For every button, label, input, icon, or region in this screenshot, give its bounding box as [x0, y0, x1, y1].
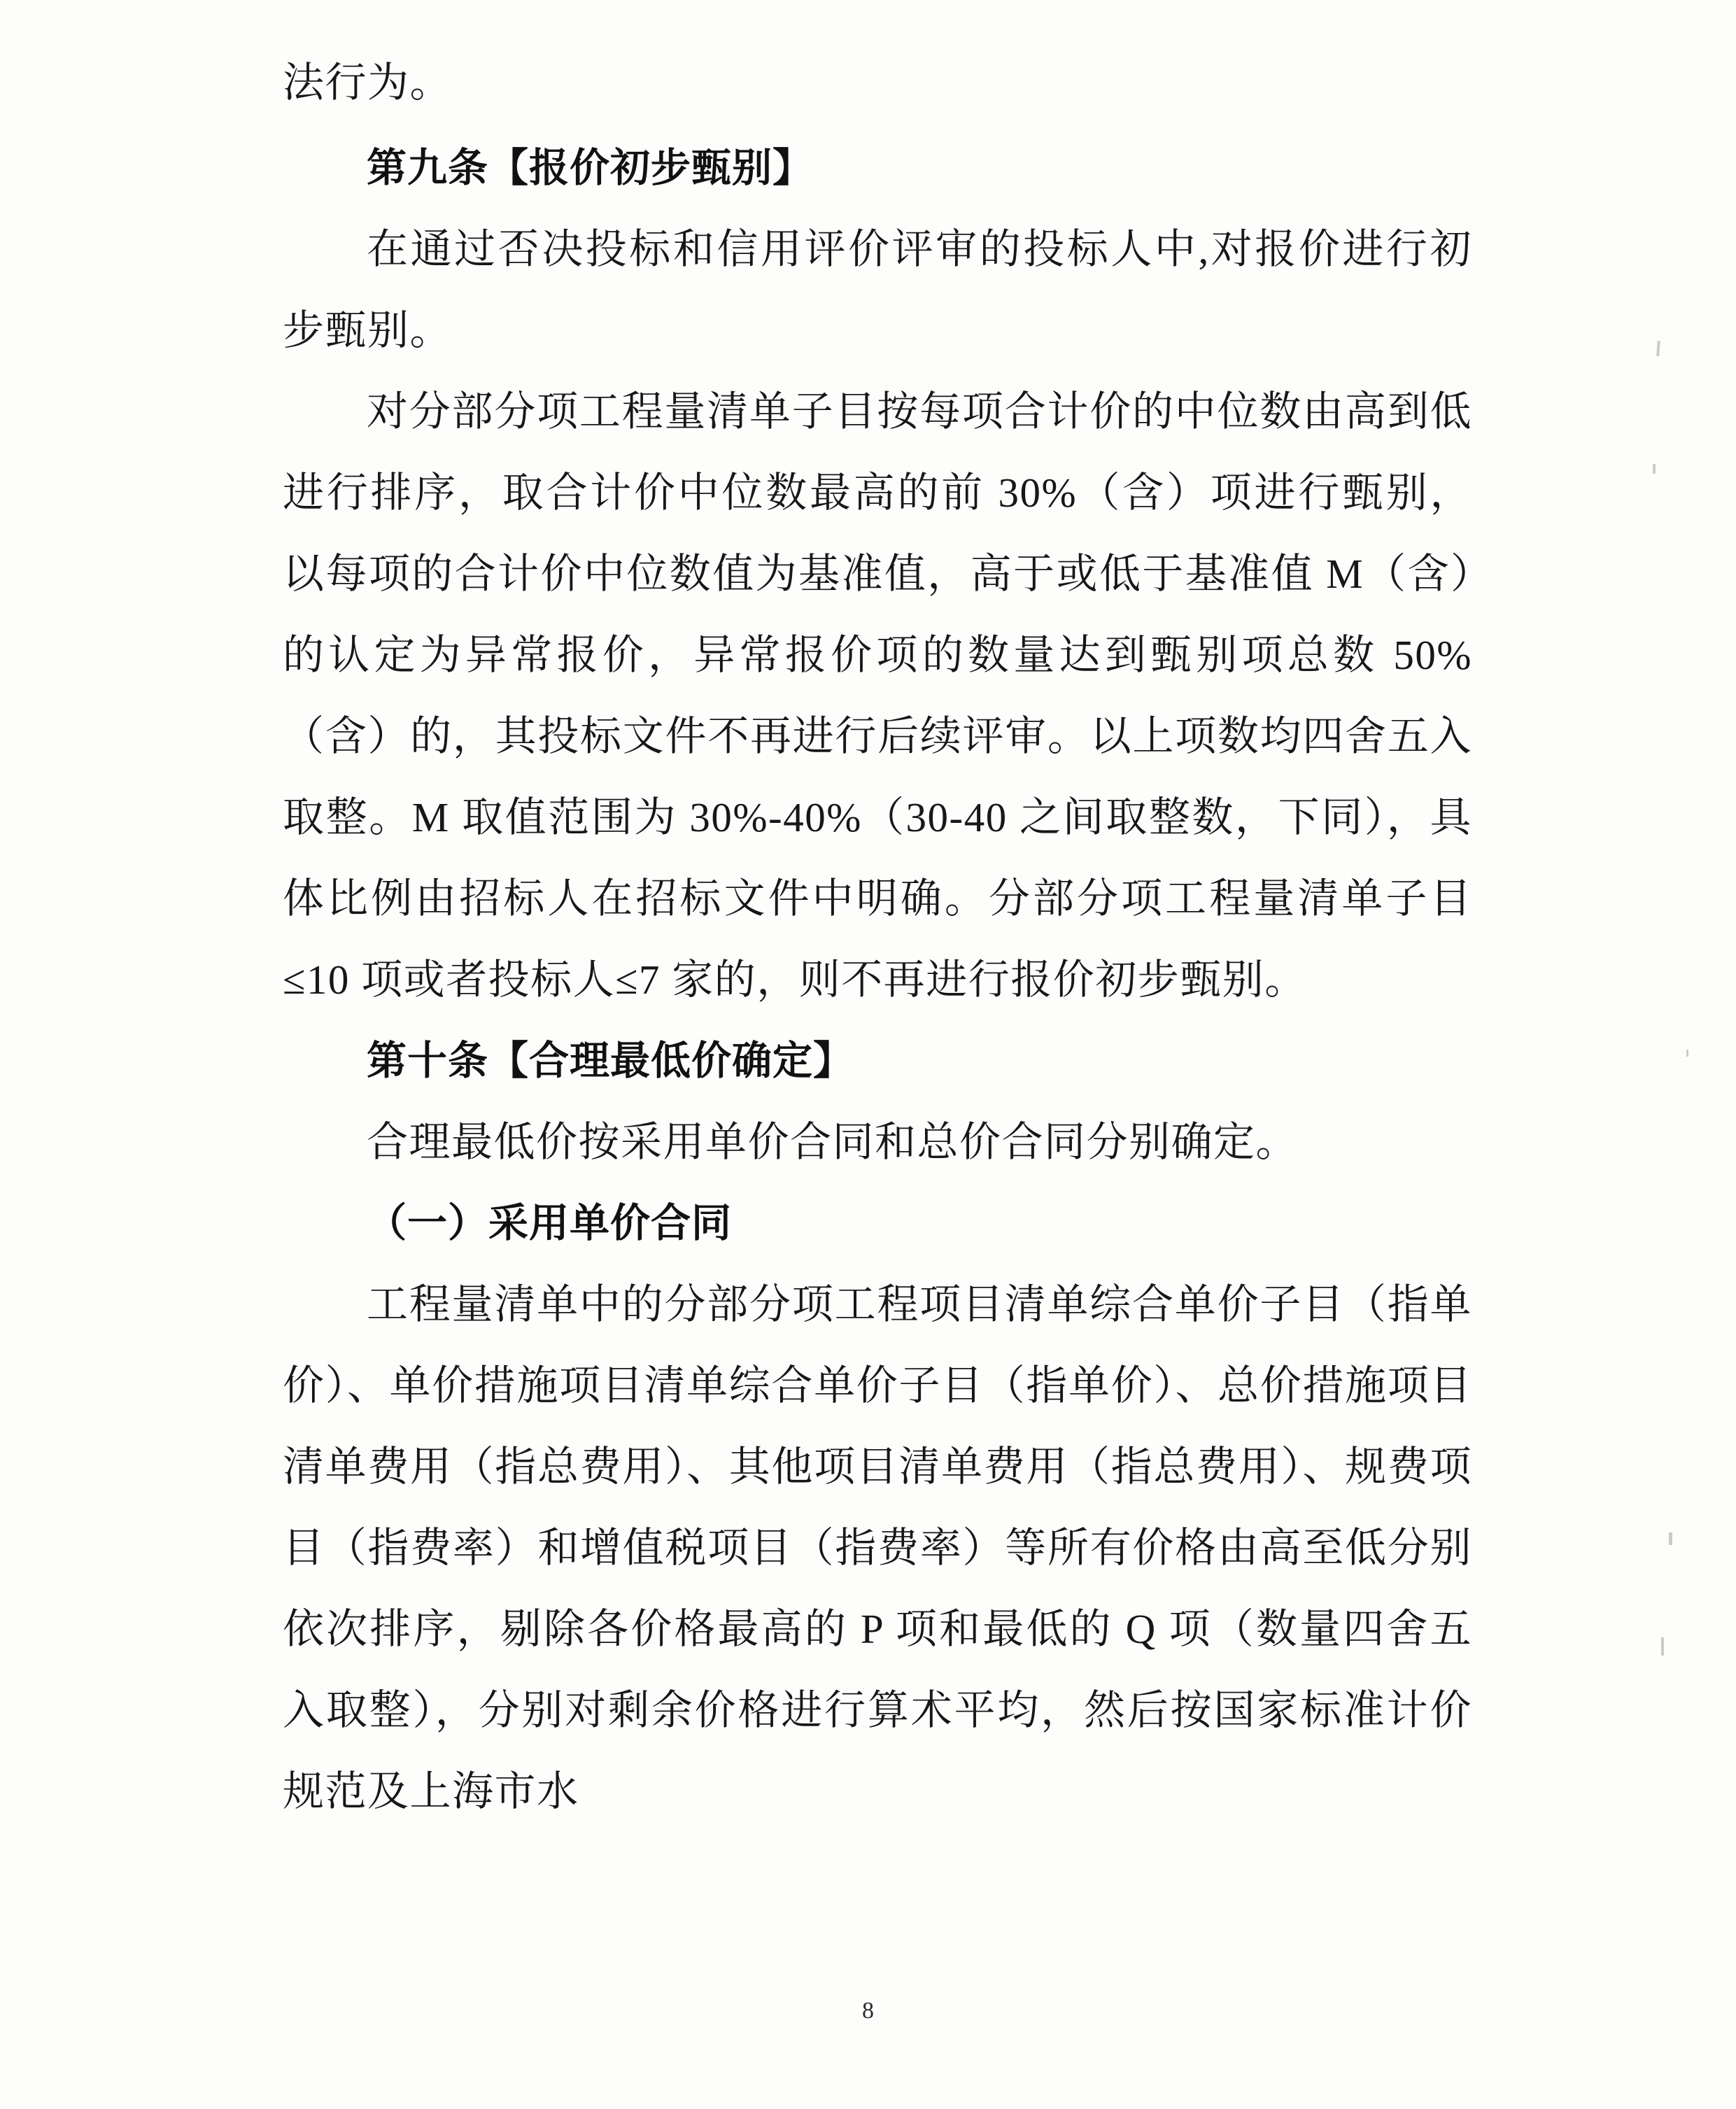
scan-artifact-icon [1656, 341, 1660, 356]
page-body [283, 42, 1472, 1832]
paragraph-lowest-price-definition: 合理最低价按采用单价合同和总价合同分别确定。 [367, 1119, 1299, 1165]
paragraph-preliminary-screening: 在通过否决投标和信用评价评审的投标人中,对报价进行初步甄别。 [283, 226, 1472, 353]
subsection-heading-unit-price-contract: （一）采用单价合同 [367, 1200, 732, 1246]
scan-artifact-icon [1686, 1050, 1688, 1057]
section-heading-article-ten: 第十条【合理最低价确定】 [367, 1038, 854, 1084]
scan-artifact-icon [1661, 1637, 1664, 1656]
paragraph-screening-rules: 对分部分项工程量清单子目按每项合计价的中位数由高到低进行排序，取合计价中位数最高的前 30%（含）项进行甄别，以每项的合计价中位数值为基准值，高于或低于基准值 M（含）的认定为异常报价，异常报价项的数量达到甄别项总数 50%（含）的，其投标文件不再进行后续评审。以上项数均四舍五入取整。M 取值范围为 30%-40%（30-40 之间取整数，下同），具体比例由招标人在招标文件中明确。分部分项工程量清单子目≤10 项或者投标人≤7 家的，则不再进行报价初步甄别。 [283, 388, 1472, 1003]
section-heading-article-nine: 第九条【报价初步甄别】 [367, 145, 813, 191]
paragraph-unit-price-details: 工程量清单中的分部分项工程项目清单综合单价子目（指单价）、单价措施项目清单综合单价子目（指单价）、总价措施项目清单费用（指总费用）、其他项目清单费用（指总费用）、规费项目（指费率）和增值税项目（指费率）等所有价格由高至低分别依次排序，剔除各价格最高的 P 项和最低的 Q 项（数量四舍五入取整），分别对剩余价格进行算术平均，然后按国家标准计价规范及上海市水 [283, 1281, 1472, 1814]
scan-artifact-icon [1653, 464, 1656, 474]
scan-artifact-icon [1669, 1532, 1672, 1545]
page-number: 8 [862, 1998, 874, 2024]
paragraph-continuation: 法行为。 [283, 59, 453, 106]
